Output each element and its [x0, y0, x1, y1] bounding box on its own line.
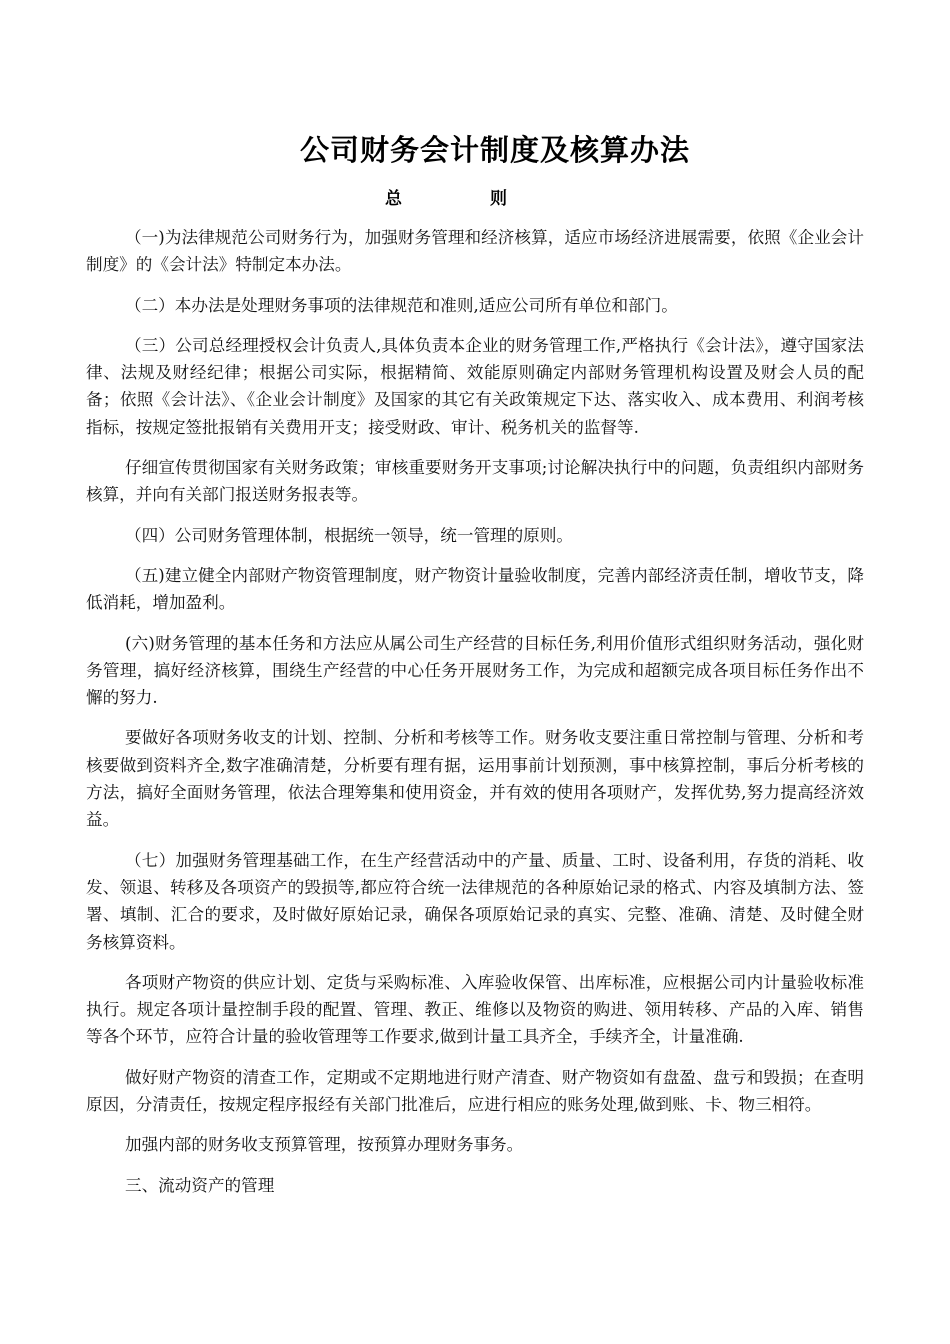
paragraph-4: 仔细宣传贯彻国家有关财务政策；审核重要财务开支事项;讨论解决执行中的问题，负责组织内部财务核算，并向有关部门报送财务报表等。 — [86, 458, 864, 505]
paragraph-3: （三）公司总经理授权会计负责人,具体负责本企业的财务管理工作,严格执行《会计法》，遵守国家法律、法规及财经纪律；根据公司实际，根据精简、效能原则确定内部财务管理机构设置及财会人员的配备；依照《会计法》、《企业会计制度》及国家的其它有关政策规定下达、落实收入、成本费用、利润考核指标，按规定签批报销有关费用开支；接受财政、审计、税务机关的监督等. — [86, 335, 864, 437]
paragraph-6: （五)建立健全内部财产物资管理制度，财产物资计量验收制度，完善内部经济责任制，增收节支，降低消耗，增加盈利。 — [86, 565, 864, 613]
paragraph-11: 做好财产物资的清查工作，定期或不定期地进行财产清查、财产物资如有盘盈、盘亏和毁损；在查明原因，分清责任，按规定程序报经有关部门批准后，应进行相应的账务处理,做到账、卡、物三相符。 — [86, 1067, 864, 1115]
paragraph-12: 加强内部的财务收支预算管理，按预算办理财务事务。 — [125, 1135, 524, 1155]
paragraph-1: （一)为法律规范公司财务行为，加强财务管理和经济核算，适应市场经济进展需要，依照《企业会计制度》的《会计法》特制定本办法。 — [86, 228, 864, 275]
paragraph-2: （二）本办法是处理财务事项的法律规范和准则,适应公司所有单位和部门。 — [125, 295, 678, 315]
section-subheading: 三、流动资产的管理 — [125, 1175, 275, 1195]
paragraph-8: 要做好各项财务收支的计划、控制、分析和考核等工作。财务收支要注重日常控制与管理、分析和考核要做到资料齐全,数字准确清楚，分析要有理有据，运用事前计划预测，事中核算控制，事后分析考核的方法，搞好全面财务管理，依法合理筹集和使用资金，并有效的使用各项财产，发挥优势,努力提高经济效益。 — [86, 728, 864, 830]
paragraph-5: （四）公司财务管理体制，根据统一领导，统一管理的原则。 — [125, 525, 574, 545]
document-body — [86, 224, 864, 1212]
document-title: 公司财务会计制度及核算办法 — [299, 133, 690, 167]
paragraph-9: （七）加强财务管理基础工作，在生产经营活动中的产量、质量、工时、设备利用，存货的消耗、收发、领退、转移及各项资产的毁损等,都应符合统一法律规范的各种原始记录的格式、内容及填制方法、签署、填制、汇合的要求，及时做好原始记录，确保各项原始记录的真实、完整、准确、清楚、及时健全财务核算资料。 — [86, 850, 864, 952]
paragraph-10: 各项财产物资的供应计划、定货与采购标准、入库验收保管、出库标准，应根据公司内计量验收标准执行。规定各项计量控制手段的配置、管理、教正、维修以及物资的购进、领用转移、产品的入库、销售等各个环节，应符合计量的验收管理等工作要求,做到计量工具齐全，手续齐全，计量准确. — [86, 972, 864, 1047]
paragraph-7: (六)财务管理的基本任务和方法应从属公司生产经营的目标任务,利用价值形式组织财务活动，强化财务管理，搞好经济核算，围绕生产经营的中心任务开展财务工作，为完成和超额完成各项目标任务作出不懈的努力. — [86, 633, 864, 708]
section-heading: 总则 — [385, 189, 595, 209]
